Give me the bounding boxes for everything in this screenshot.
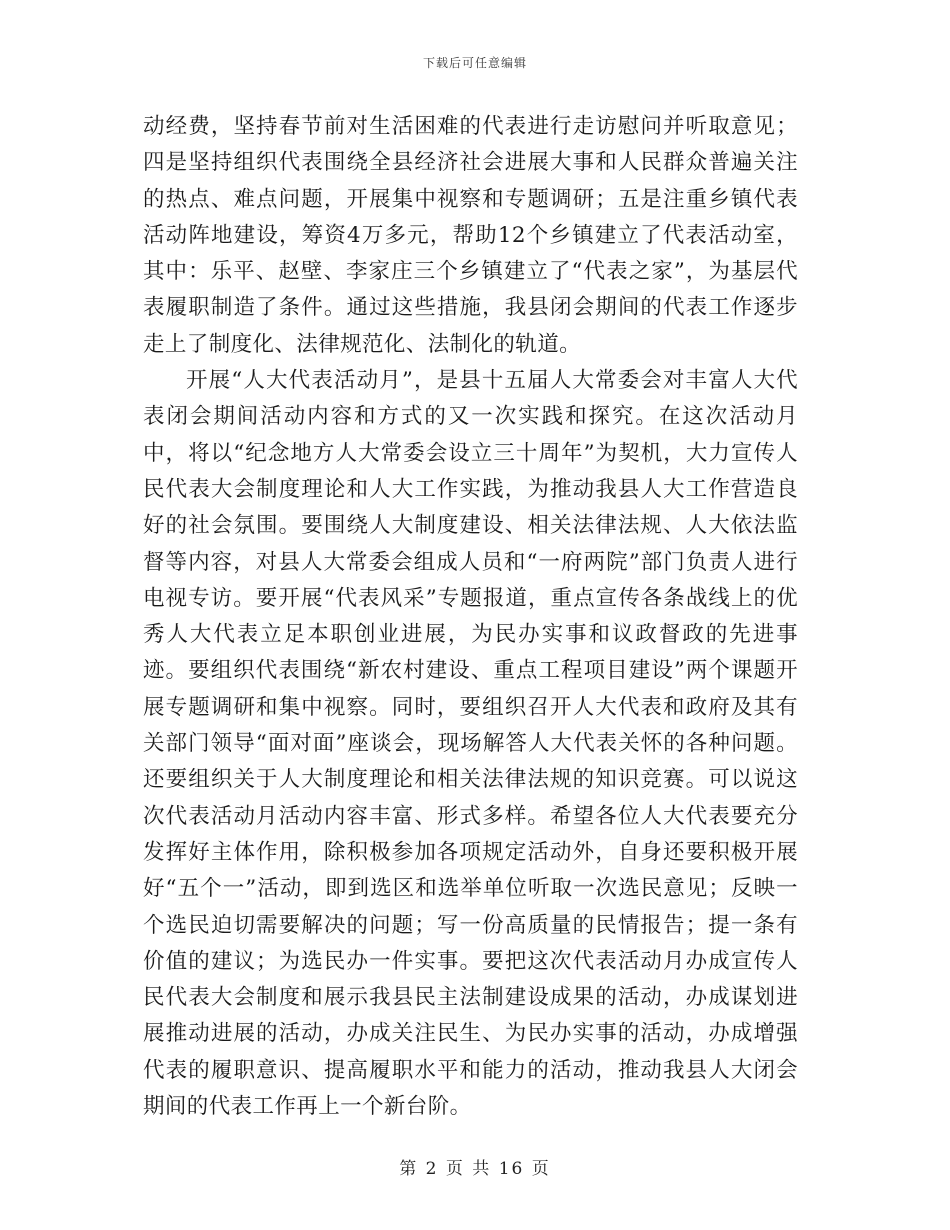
page-header: 下载后可任意编辑 xyxy=(422,56,527,70)
page-number-footer: 第 2 页 共 16 页 xyxy=(399,1159,551,1179)
paragraph-continuation: 动经费，坚持春节前对生活困难的代表进行走访慰问并听取意见；四是坚持组织代表围绕全县经济社会进展大事和人民群众普遍关注的热点、难点问题，开展集中视察和专题调研；五是注重乡镇代表活动阵地建设，筹资4万多元，帮助12个乡镇建立了代表活动室，其中：乐平、赵壁、李家庄三个乡镇建立了“代表之家”，为基层代表履职制造了条件。通过这些措施，我县闭会期间的代表工作逐步走上了制度化、法律规范化、法制化的轨道。 xyxy=(143,114,798,357)
document-body xyxy=(143,109,798,1125)
paragraph-activity-month: 开展“人大代表活动月”，是县十五届人大常委会对丰富人大代表闭会期间活动内容和方式的又一次实践和探究。在这次活动月中，将以“纪念地方人大常委会设立三十周年”为契机，大力宣传人民代表大会制度理论和人大工作实践，为推动我县人大工作营造良好的社会氛围。要围绕人大制度建设、相关法律法规、人大依法监督等内容，对县人大常委会组成人员和“一府两院”部门负责人进行电视专访。要开展“代表风采”专题报道，重点宣传各条战线上的优秀人大代表立足本职创业进展，为民办实事和议政督政的先进事迹。要组织代表围绕“新农村建设、重点工程项目建设”两个课题开展专题调研和集中视察。同时，要组织召开人大代表和政府及其有关部门领导“面对面”座谈会，现场解答人大代表关怀的各种问题。还要组织关于人大制度理论和相关法律法规的知识竞赛。可以说这次代表活动月活动内容丰富、形式多样。希望各位人大代表要充分发挥好主体作用，除积极参加各项规定活动外，自身还要积极开展好“五个一”活动，即到选区和选举单位听取一次选民意见；反映一个选民迫切需要解决的问题；写一份高质量的民情报告；提一条有价值的建议；为选民办一件实事。要把这次代表活动月办成宣传人民代表大会制度和展示我县民主法制建设成果的活动，办成谋划进展推动进展的活动，办成关注民生、为民办实事的活动，办成增强代表的履职意识、提高履职水平和能力的活动，推动我县人大闭会期间的代表工作再上一个新台阶。 xyxy=(143,368,798,1120)
